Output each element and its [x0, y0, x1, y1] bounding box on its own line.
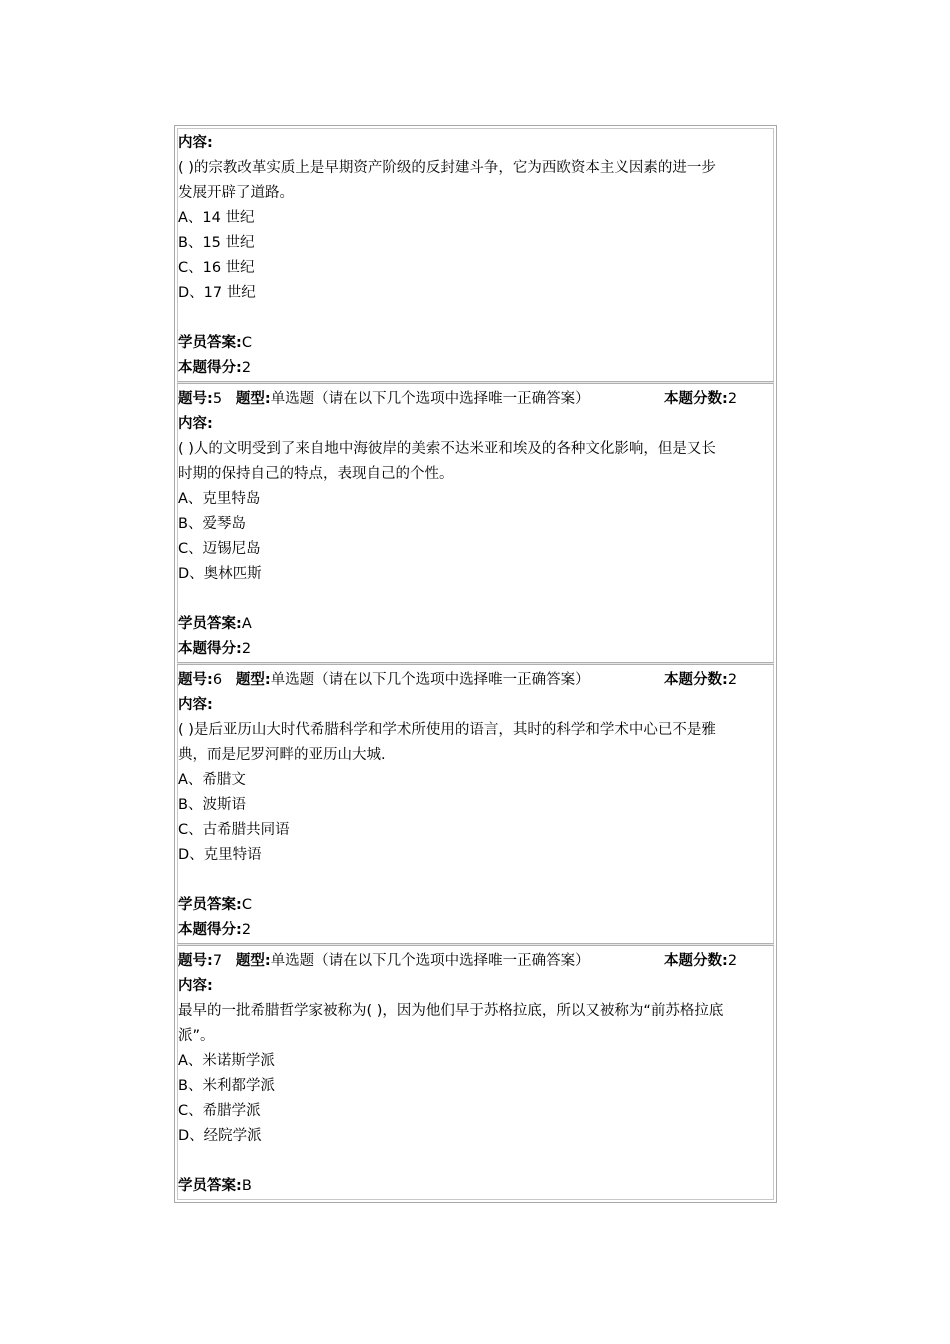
student-answer-value: A [241, 616, 252, 632]
content-label: 内容: [178, 135, 213, 151]
option-a: A、希腊文 [178, 772, 246, 788]
question-separator [177, 662, 774, 665]
question-text-line: 派”。 [178, 1028, 215, 1044]
option-b: B、波斯语 [178, 797, 246, 813]
earned-score-value: 2 [241, 360, 252, 376]
option-a: A、米诺斯学派 [178, 1053, 275, 1069]
earned-score [178, 918, 772, 943]
earned-score-value: 2 [241, 641, 252, 657]
option-c: C、古希腊共同语 [178, 822, 290, 838]
question-score-label: 本题分数: [664, 391, 728, 407]
student-answer-value: C [241, 335, 252, 351]
question-score-value: 2 [727, 953, 738, 969]
question-type: 单选题（请在以下几个选项中选择唯一正确答案） [270, 953, 590, 969]
question-header [178, 387, 772, 412]
question-number-label: 题号: [178, 672, 213, 688]
option-c: C、迈锡尼岛 [178, 541, 261, 557]
question-text-line: 发展开辟了道路。 [178, 185, 294, 201]
question-number: 7 [212, 953, 223, 969]
question-separator [177, 381, 774, 384]
student-answer [178, 893, 772, 918]
question-type: 单选题（请在以下几个选项中选择唯一正确答案） [270, 391, 590, 407]
content-label: 内容: [178, 978, 213, 994]
content-label: 内容: [178, 416, 213, 432]
student-answer-label: 学员答案: [178, 335, 242, 351]
student-answer-value: B [241, 1178, 252, 1194]
question-number: 5 [212, 391, 223, 407]
option-d: D、克里特语 [178, 847, 262, 863]
question-type-label: 题型: [235, 391, 271, 407]
question-type-label: 题型: [235, 672, 271, 688]
question-number: 6 [212, 672, 223, 688]
earned-score-label: 本题得分: [178, 360, 242, 376]
question-score-label: 本题分数: [664, 672, 728, 688]
student-answer [178, 1174, 772, 1199]
earned-score-value: 2 [241, 922, 252, 938]
question-type-label: 题型: [235, 953, 271, 969]
question-score [664, 949, 737, 974]
question-number-label: 题号: [178, 391, 213, 407]
question-text-line: ( )人的文明受到了来自地中海彼岸的美索不达米亚和埃及的各种文化影响，但是又长 [178, 441, 716, 457]
option-d: D、17 世纪 [178, 285, 256, 301]
question-text-line: ( )是后亚历山大时代希腊科学和学术所使用的语言，其时的科学和学术中心已不是雅 [178, 722, 716, 738]
option-d: D、奥林匹斯 [178, 566, 262, 582]
question-score-value: 2 [727, 391, 738, 407]
question-6 [178, 668, 772, 943]
option-a: A、克里特岛 [178, 491, 261, 507]
exam-frame [174, 125, 777, 1203]
question-5 [178, 387, 772, 662]
question-text-line: ( )的宗教改革实质上是早期资产阶级的反封建斗争，它为西欧资本主义因素的进一步 [178, 160, 716, 176]
student-answer [178, 331, 772, 356]
question-number-label: 题号: [178, 953, 213, 969]
question-separator [177, 943, 774, 946]
question-score-label: 本题分数: [664, 953, 728, 969]
student-answer-value: C [241, 897, 252, 913]
student-answer-label: 学员答案: [178, 616, 242, 632]
earned-score [178, 637, 772, 662]
question-text-line: 典，而是尼罗河畔的亚历山大城. [178, 747, 386, 763]
question-type: 单选题（请在以下几个选项中选择唯一正确答案） [270, 672, 590, 688]
question-header [178, 668, 772, 693]
question-text-line: 时期的保持自己的特点，表现自己的个性。 [178, 466, 454, 482]
option-b: B、爱琴岛 [178, 516, 246, 532]
question-4 [178, 131, 772, 381]
earned-score-label: 本题得分: [178, 922, 242, 938]
option-c: C、16 世纪 [178, 260, 255, 276]
option-a: A、14 世纪 [178, 210, 255, 226]
student-answer [178, 612, 772, 637]
student-answer-label: 学员答案: [178, 897, 242, 913]
option-b: B、15 世纪 [178, 235, 255, 251]
question-header [178, 949, 772, 974]
student-answer-label: 学员答案: [178, 1178, 242, 1194]
question-score-value: 2 [727, 672, 738, 688]
question-score [664, 387, 737, 412]
content-label: 内容: [178, 697, 213, 713]
question-7 [178, 949, 772, 1199]
question-score [664, 668, 737, 693]
earned-score-label: 本题得分: [178, 641, 242, 657]
option-c: C、希腊学派 [178, 1103, 261, 1119]
option-b: B、米利都学派 [178, 1078, 275, 1094]
earned-score [178, 356, 772, 381]
option-d: D、经院学派 [178, 1128, 262, 1144]
question-text-line: 最早的一批希腊哲学家被称为( )，因为他们早于苏格拉底，所以又被称为“前苏格拉底 [178, 1003, 724, 1019]
